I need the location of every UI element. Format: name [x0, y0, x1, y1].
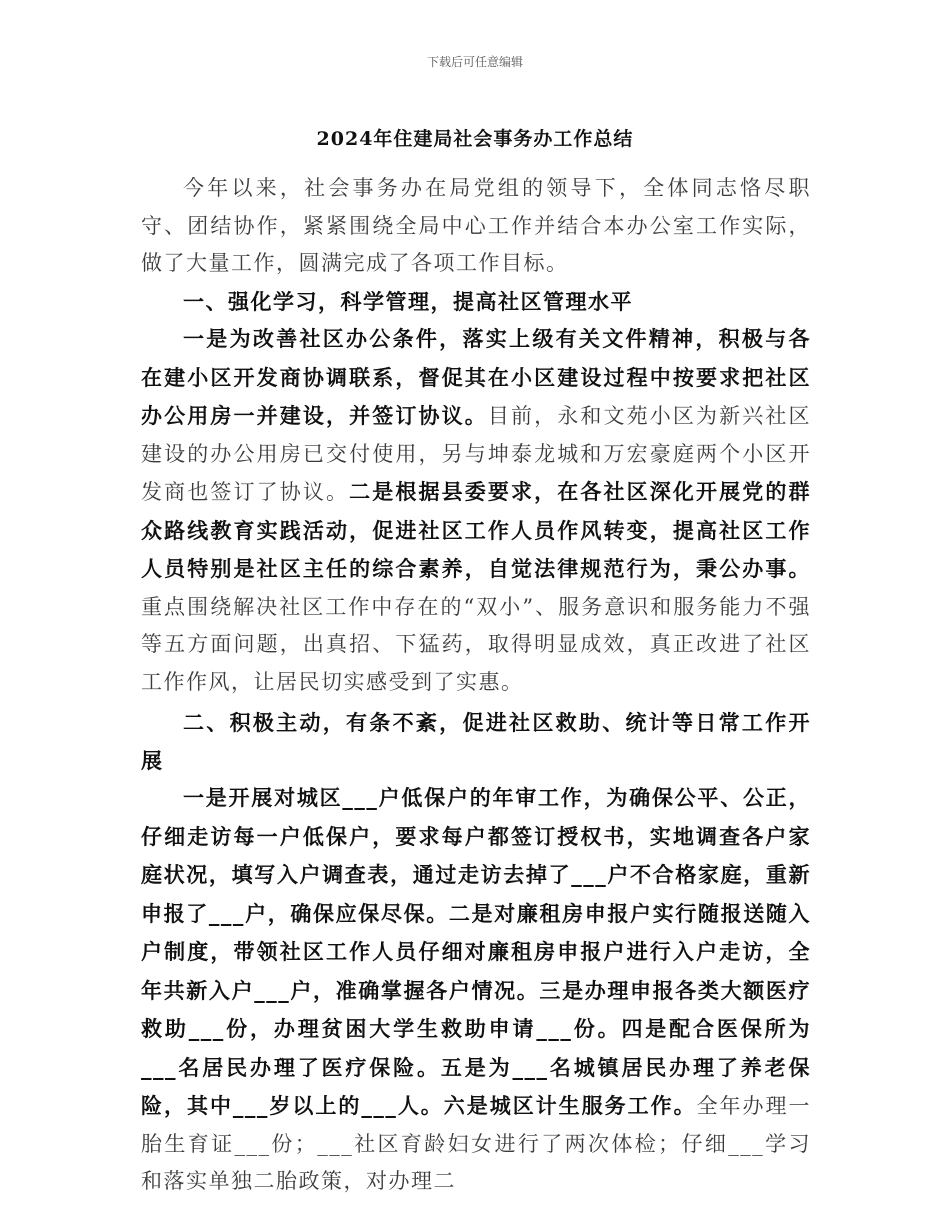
bold-text-run: 一是开展对城区___户低保户的年审工作，为确保公平、公正，仔细走访每一户低保户，要求每户都签订授权书，实地调查各户家庭状况，填写入户调查表，通过走访去掉了___户不合格家庭，重新申报了___户，确保应保尽保。二是对廉租房申报户实行随报送随入户制度，带领社区工作人员仔细对廉租房申报户进行入户走访，全年共新入户___户，准确掌握各户情况。三是办理申报各类大额医疗救助___份，办理贫困大学生救助申请___份。四是配合医保所为___名居民办理了医疗保险。五是为___名城镇居民办理了养老保险，其中___岁以上的___人。六是城区计生服务工作。	[141, 785, 811, 1118]
heading-text: 一、强化学习，科学管理，提高社区管理水平	[183, 288, 633, 314]
section-heading-1	[141, 283, 811, 321]
page-header-note: 下载后可任意编辑	[426, 55, 523, 69]
intro-paragraph	[141, 170, 811, 283]
section-heading-2	[141, 704, 811, 779]
document-body	[141, 170, 811, 1201]
section-2-paragraph	[141, 779, 811, 1201]
text-run: 重点围绕解决社区工作中存在的“双小”、服务意识和服务能力不强等五方面问题，出真招、下猛药，取得明显成效，真正改进了社区工作作风，让居民切实感受到了实惠。	[141, 594, 811, 694]
bold-text-run: 一是为改善社区办公条件，落实上级有关文件精神，积极与各在建小区开发商协调联系，督促其在小区建设过程中按要求把社区办公用房一并建设，并签订协议。	[141, 326, 811, 428]
text-run: 目前，永和文苑小区为新兴社区建设的办公用房已交付使用，另与坤泰龙城和万宏豪庭两个小区开发商也签订了协议。	[141, 404, 811, 504]
bold-text-run: 二是根据县委要求，在各社区深化开展党的群众路线教育实践活动，促进社区工作人员作风转变，提高社区工作人员特别是社区主任的综合素养，自觉法律规范行为，秉公办事。	[141, 479, 811, 581]
heading-text: 二、积极主动，有条不紊，促进社区救助、统计等日常工作开展	[141, 710, 811, 773]
document-title: 2024年住建局社会事务办工作总结	[316, 128, 634, 150]
text-run: 全年办理一胎生育证___份；___社区育龄妇女进行了两次体检；仔细___学习和落实单独二胎政策，对办理二	[141, 1094, 812, 1193]
section-1-paragraph	[141, 320, 811, 701]
text-run: 今年以来，社会事务办在局党组的领导下，全体同志恪尽职守、团结协作，紧紧围绕全局中心工作并结合本办公室工作实际，做了大量工作，圆满完成了各项工作目标。	[141, 176, 811, 275]
